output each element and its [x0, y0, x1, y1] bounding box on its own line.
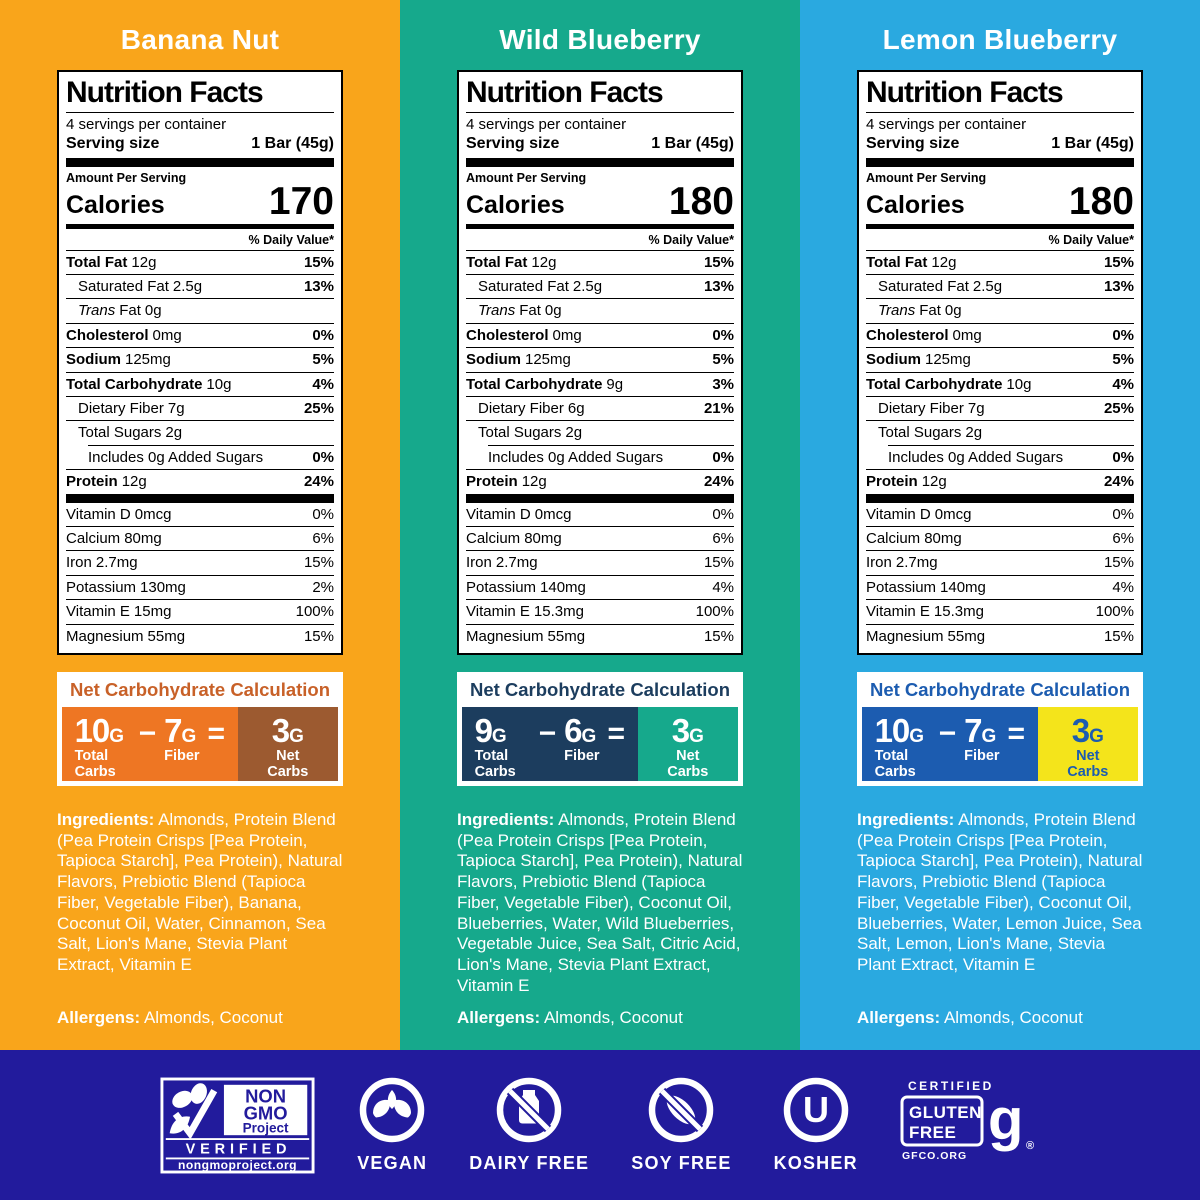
calories-label: Calories — [466, 190, 565, 219]
ingredients — [57, 810, 343, 976]
certified-gluten-free-badge — [900, 1077, 1040, 1173]
gram-unit: G — [109, 725, 125, 747]
flavor-title: Lemon Blueberry — [882, 24, 1118, 55]
nutrient-row — [66, 420, 334, 444]
kosher-badge — [774, 1076, 858, 1174]
soy-free-badge — [631, 1076, 731, 1174]
gluten-free-line1: GLUTEN — [908, 1103, 982, 1122]
nutrient-name: Protein 12g — [866, 473, 947, 491]
nutrient-rows — [866, 251, 1134, 494]
vitamin-row — [466, 503, 734, 526]
allergens-label: Allergens: — [57, 1008, 141, 1027]
gram-unit: G — [981, 725, 997, 747]
nutrient-row — [66, 251, 334, 274]
daily-value: 6% — [312, 529, 334, 547]
total-carbs-stack — [74, 711, 131, 781]
minus-sign: − — [938, 716, 957, 750]
minus-sign: − — [538, 716, 557, 750]
nutrient-name: Saturated Fat 2.5g — [878, 278, 1003, 296]
vitamin-row — [66, 575, 334, 599]
vitamin-row — [866, 526, 1134, 550]
net-carb-calculation-box — [457, 672, 743, 786]
nutrient-name: Iron 2.7mg — [466, 554, 538, 572]
nutrient-name: Calcium 80mg — [866, 529, 962, 547]
calories-value: 170 — [268, 179, 334, 223]
amount-per-serving-label: Amount Per Serving — [66, 170, 187, 185]
ingredients — [857, 810, 1143, 976]
flavor-title: Wild Blueberry — [499, 24, 701, 55]
nutrient-name: Potassium 130mg — [66, 578, 186, 596]
nutrient-row — [466, 396, 734, 420]
daily-value: 4% — [1112, 578, 1134, 596]
net-carb-body — [62, 707, 338, 781]
allergens-label: Allergens: — [857, 1008, 941, 1027]
serving-size-row — [866, 134, 1134, 158]
net-carbs-result — [1038, 707, 1138, 781]
daily-value: 6% — [712, 529, 734, 547]
nutrient-name: Total Carbohydrate 10g — [66, 375, 232, 393]
daily-value: 100% — [295, 603, 334, 621]
footer — [0, 1050, 1200, 1200]
nutrient-row — [866, 396, 1134, 420]
serving-size-row — [66, 134, 334, 158]
calories-value: 180 — [1068, 179, 1134, 223]
nutrient-name: Cholesterol 0mg — [866, 326, 982, 344]
net-carb-equation — [862, 707, 1038, 781]
daily-value: 0% — [712, 326, 734, 344]
gram-unit: G — [181, 725, 197, 747]
nutrient-name: Vitamin D 0mcg — [66, 505, 172, 523]
ingredients-text: Almonds, Protein Blend (Pea Protein Crisps [Pea Protein, Tapioca Starch], Pea Protein), Natural Flavors, Prebiotic Blend (Tapioca Fiber, Vegetable Fiber), Banana, Coconut Oil, Water, Cinnamon, Sea Salt, Lion's Mane, Stevia Plant Extract, Vitamin E — [57, 809, 343, 975]
nutrient-name: Sodium 125mg — [866, 351, 971, 369]
nutrient-name: Vitamin D 0mcg — [466, 505, 572, 523]
vitamin-row — [466, 624, 734, 648]
nutrient-row — [66, 274, 334, 298]
daily-value: 0% — [1112, 505, 1134, 523]
ingredients-text: Almonds, Protein Blend (Pea Protein Crisps [Pea Protein, Tapioca Starch], Pea Protein), Natural Flavors, Prebiotic Blend (Tapioca Fiber, Vegetable Fiber), Coconut Oil, Blueberries, Water, Lemon Juice, Sea Salt, Lemon, Lion's Mane, Stevia Plant Extract, Vitamin E — [857, 809, 1143, 975]
allergens-text: Almonds, Coconut — [543, 1008, 683, 1027]
total-carbs-value: 9G — [474, 711, 507, 749]
equals-sign: = — [607, 716, 626, 750]
daily-value: 24% — [303, 473, 334, 491]
ingredients — [457, 810, 743, 997]
thick-divider — [466, 158, 734, 167]
nutrient-row — [466, 347, 734, 371]
flavor-panel — [800, 0, 1200, 1050]
net-carb-title: Net Carbohydrate Calculation — [869, 678, 1131, 700]
ingredients-label: Ingredients: — [857, 809, 955, 829]
nutrient-row — [466, 372, 734, 396]
fiber-label: Fiber — [964, 747, 1000, 764]
daily-value: 6% — [1112, 529, 1134, 547]
daily-value: 15% — [1103, 627, 1134, 645]
nutrient-name: Total Sugars 2g — [878, 424, 983, 442]
net-carb-body — [462, 707, 738, 781]
nutrient-name: Trans Fat 0g — [478, 302, 562, 320]
nutrient-row — [866, 469, 1134, 493]
vitamin-rows — [866, 503, 1134, 648]
nutrient-name: Sodium 125mg — [66, 351, 171, 369]
nutrient-row — [888, 445, 1134, 469]
nutrient-row — [866, 298, 1134, 322]
nutrient-name: Includes 0g Added Sugars — [88, 448, 264, 466]
fiber-value: 7G — [164, 711, 197, 749]
flavor-panel — [400, 0, 800, 1050]
nutrition-facts-title: Nutrition Facts — [866, 77, 1134, 113]
net-carb-title: Net Carbohydrate Calculation — [69, 678, 331, 700]
servings-per-container: 4 servings per container — [466, 115, 627, 133]
vitamin-row — [866, 503, 1134, 526]
nutrient-name: Calcium 80mg — [466, 529, 562, 547]
dairy-free-badge — [469, 1076, 589, 1174]
nutrient-name: Potassium 140mg — [866, 578, 986, 596]
nutrient-name: Total Sugars 2g — [478, 424, 583, 442]
nutrient-name: Magnesium 55mg — [866, 627, 986, 645]
nutrition-facts-title: Nutrition Facts — [466, 77, 734, 113]
fiber-stack — [964, 711, 1000, 781]
amount-per-serving-label: Amount Per Serving — [466, 170, 587, 185]
vitamin-row — [66, 503, 334, 526]
nutrient-row — [866, 372, 1134, 396]
nutrient-row — [866, 420, 1134, 444]
non-gmo-line1: NON — [245, 1084, 287, 1106]
non-gmo-line2: GMO — [243, 1102, 288, 1124]
total-carbs-value: 10G — [74, 711, 125, 749]
soy-free-icon — [647, 1076, 715, 1144]
nutrient-name: Potassium 140mg — [466, 578, 586, 596]
nutrient-name: Iron 2.7mg — [66, 554, 138, 572]
nutrient-name: Trans Fat 0g — [878, 302, 962, 320]
daily-value: 15% — [303, 253, 334, 271]
nutrient-name: Dietary Fiber 6g — [478, 399, 585, 417]
daily-value: 0% — [312, 326, 334, 344]
thick-divider — [466, 494, 734, 503]
nutrient-name: Dietary Fiber 7g — [78, 399, 185, 417]
net-carb-title: Net Carbohydrate Calculation — [469, 678, 731, 700]
thick-divider — [866, 494, 1134, 503]
nutrient-row — [66, 372, 334, 396]
daily-value: 15% — [703, 554, 734, 572]
allergens-text: Almonds, Coconut — [143, 1008, 283, 1027]
nutrient-name: Protein 12g — [66, 473, 147, 491]
calories-label: Calories — [866, 190, 965, 219]
daily-value: 13% — [303, 278, 334, 296]
thick-divider — [866, 158, 1134, 167]
nutrient-row — [866, 323, 1134, 347]
nutrient-row — [466, 420, 734, 444]
vegan-badge — [357, 1076, 427, 1174]
nutrient-row — [866, 274, 1134, 298]
nutrient-name: Vitamin E 15.3mg — [466, 603, 584, 621]
kosher-u-symbol: U — [802, 1089, 829, 1130]
daily-value: 100% — [695, 603, 734, 621]
allergens-label: Allergens: — [457, 1008, 541, 1027]
net-carbs-value: 3G — [1071, 711, 1104, 749]
fiber-stack — [164, 711, 200, 781]
vitamin-row — [66, 550, 334, 574]
daily-value: 24% — [1103, 473, 1134, 491]
calories-row — [66, 179, 334, 223]
nutrient-row — [488, 445, 734, 469]
net-carbs-label: Net Carbs — [1067, 747, 1109, 780]
equals-sign: = — [1007, 716, 1026, 750]
calories-row — [866, 179, 1134, 223]
daily-value: 4% — [312, 375, 334, 393]
allergens — [457, 1008, 743, 1028]
net-carbs-label: Net Carbs — [267, 747, 309, 780]
calories-row — [466, 179, 734, 223]
gluten-free-certified-text: CERTIFIED — [907, 1079, 994, 1093]
serving-size-label: Serving size — [866, 134, 960, 152]
nutrient-row — [66, 323, 334, 347]
ingredients-label: Ingredients: — [57, 809, 155, 829]
nutrient-name: Vitamin D 0mcg — [866, 505, 972, 523]
daily-value: 13% — [703, 278, 734, 296]
daily-value: 25% — [303, 399, 334, 417]
total-carbs-value: 10G — [874, 711, 925, 749]
serving-size-value: 1 Bar (45g) — [651, 134, 734, 152]
nutrition-facts-label — [57, 70, 343, 655]
calories-value: 180 — [668, 179, 734, 223]
serving-size-label: Serving size — [66, 134, 160, 152]
registered-mark: ® — [1025, 1140, 1034, 1152]
vitamin-row — [866, 599, 1134, 623]
thick-divider — [66, 158, 334, 167]
ingredients-label: Ingredients: — [457, 809, 555, 829]
equals-sign: = — [207, 716, 226, 750]
daily-value: 4% — [1112, 375, 1134, 393]
vitamin-row — [866, 550, 1134, 574]
nutrient-name: Total Sugars 2g — [78, 424, 183, 442]
flavor-title: Banana Nut — [120, 24, 280, 55]
nutrient-row — [466, 298, 734, 322]
daily-value: 25% — [1103, 399, 1134, 417]
daily-value: 100% — [1095, 603, 1134, 621]
nutrient-name: Vitamin E 15.3mg — [866, 603, 984, 621]
ingredients-text: Almonds, Protein Blend (Pea Protein Crisps [Pea Protein, Tapioca Starch], Pea Protein), Natural Flavors, Prebiotic Blend (Tapioca Fiber, Vegetable Fiber), Coconut Oil, Blueberries, Water, Wild Blueberries, Vegetable Juice, Sea Salt, Citric Acid, Lion's Mane, Stevia Plant Extract, Vitamin E — [457, 809, 743, 995]
net-carb-equation — [62, 707, 238, 781]
net-carb-calculation-box — [57, 672, 343, 786]
vitamin-row — [66, 526, 334, 550]
daily-value: 3% — [712, 375, 734, 393]
gram-unit: G — [1089, 725, 1104, 747]
non-gmo-verified-text: VERIFIED — [185, 1141, 292, 1158]
nutrient-name: Total Carbohydrate 9g — [466, 375, 624, 393]
amount-per-serving-label: Amount Per Serving — [866, 170, 987, 185]
serving-size-value: 1 Bar (45g) — [1051, 134, 1134, 152]
nutrition-facts-title: Nutrition Facts — [66, 77, 334, 113]
daily-value: 0% — [712, 448, 734, 466]
nutrient-name: Sodium 125mg — [466, 351, 571, 369]
nutrient-row — [866, 347, 1134, 371]
daily-value: 13% — [1103, 278, 1134, 296]
total-carbs-label: Total Carbs — [874, 747, 916, 780]
nutrient-name: Saturated Fat 2.5g — [78, 278, 203, 296]
nutrient-row — [866, 251, 1134, 274]
dairy-free-icon — [495, 1076, 563, 1144]
daily-value: 0% — [1112, 326, 1134, 344]
fiber-value: 6G — [564, 711, 597, 749]
vitamin-rows — [466, 503, 734, 648]
daily-value: 15% — [703, 253, 734, 271]
nutrient-name: Dietary Fiber 7g — [878, 399, 985, 417]
daily-value: 24% — [703, 473, 734, 491]
vitamin-row — [66, 624, 334, 648]
kosher-icon — [782, 1076, 850, 1144]
vitamin-row — [466, 599, 734, 623]
nutrient-row — [466, 469, 734, 493]
vegan-icon — [358, 1076, 426, 1144]
vitamin-rows — [66, 503, 334, 648]
net-carbs-value: 3G — [271, 711, 304, 749]
nutrient-name: Cholesterol 0mg — [466, 326, 582, 344]
total-carbs-label: Total Carbs — [474, 747, 516, 780]
nutrient-row — [66, 469, 334, 493]
net-carbs-result — [638, 707, 738, 781]
vitamin-row — [866, 624, 1134, 648]
vitamin-row — [866, 575, 1134, 599]
daily-value: 15% — [703, 627, 734, 645]
daily-value-header: % Daily Value* — [866, 229, 1134, 251]
flavor-panel — [0, 0, 400, 1050]
nutrient-name: Includes 0g Added Sugars — [488, 448, 664, 466]
net-carb-body — [862, 707, 1138, 781]
nutrient-name: Protein 12g — [466, 473, 547, 491]
fiber-label: Fiber — [164, 747, 200, 764]
net-carb-equation — [462, 707, 638, 781]
nutrient-name: Total Fat 12g — [466, 253, 557, 271]
gram-unit: G — [289, 725, 304, 747]
fiber-value: 7G — [964, 711, 997, 749]
gfco-org-text: GFCO.ORG — [901, 1150, 967, 1162]
servings-per-container: 4 servings per container — [66, 115, 227, 133]
vitamin-row — [466, 575, 734, 599]
net-carbs-result — [238, 707, 338, 781]
thick-divider — [66, 494, 334, 503]
vitamin-row — [466, 550, 734, 574]
nutrient-name: Cholesterol 0mg — [66, 326, 182, 344]
nutrient-row — [66, 347, 334, 371]
net-carb-calculation-box — [857, 672, 1143, 786]
gram-unit: G — [689, 725, 704, 747]
nutrient-name: Magnesium 55mg — [466, 627, 586, 645]
allergens — [857, 1008, 1143, 1028]
nutrient-row — [88, 445, 334, 469]
nutrient-name: Total Fat 12g — [66, 253, 157, 271]
gram-unit: G — [909, 725, 925, 747]
nutrient-name: Total Fat 12g — [866, 253, 957, 271]
daily-value: 0% — [1112, 448, 1134, 466]
nutrition-facts-label — [857, 70, 1143, 655]
daily-value: 15% — [1103, 554, 1134, 572]
daily-value: 15% — [303, 627, 334, 645]
calories-label: Calories — [66, 190, 165, 219]
servings-per-container: 4 servings per container — [866, 115, 1027, 133]
nutrient-name: Magnesium 55mg — [66, 627, 186, 645]
nutrient-name: Calcium 80mg — [66, 529, 162, 547]
fiber-stack — [564, 711, 600, 781]
daily-value: 5% — [712, 351, 734, 369]
nutrient-name: Saturated Fat 2.5g — [478, 278, 603, 296]
daily-value-header: % Daily Value* — [466, 229, 734, 251]
net-carbs-value: 3G — [671, 711, 704, 749]
nutrient-name: Trans Fat 0g — [78, 302, 162, 320]
allergens — [57, 1008, 343, 1028]
total-carbs-label: Total Carbs — [74, 747, 116, 780]
gram-unit: G — [491, 725, 507, 747]
vitamin-row — [66, 599, 334, 623]
daily-value: 0% — [312, 505, 334, 523]
non-gmo-project-verified-badge — [160, 1077, 315, 1174]
daily-value: 15% — [303, 554, 334, 572]
fiber-label: Fiber — [564, 747, 600, 764]
vegan-label: VEGAN — [357, 1153, 428, 1173]
serving-size-row — [466, 134, 734, 158]
total-carbs-stack — [474, 711, 531, 781]
allergens-text: Almonds, Coconut — [943, 1008, 1083, 1027]
gram-unit: G — [581, 725, 597, 747]
daily-value: 2% — [312, 578, 334, 596]
nutrient-name: Total Carbohydrate 10g — [866, 375, 1032, 393]
daily-value: 0% — [712, 505, 734, 523]
nutrient-row — [466, 251, 734, 274]
non-gmo-line3: Project — [242, 1119, 289, 1135]
daily-value: 5% — [312, 351, 334, 369]
daily-value: 5% — [1112, 351, 1134, 369]
gluten-free-line2: FREE — [908, 1123, 957, 1142]
minus-sign: − — [138, 716, 157, 750]
non-gmo-butterfly-icon — [169, 1080, 214, 1133]
serving-size-label: Serving size — [466, 134, 560, 152]
daily-value-header: % Daily Value* — [66, 229, 334, 251]
net-carbs-label: Net Carbs — [667, 747, 709, 780]
dairy-free-label: DAIRY FREE — [469, 1153, 590, 1173]
soy-free-label: SOY FREE — [631, 1153, 732, 1173]
nutrient-name: Includes 0g Added Sugars — [888, 448, 1064, 466]
nutrient-row — [66, 298, 334, 322]
nutrient-rows — [466, 251, 734, 494]
daily-value: 21% — [703, 399, 734, 417]
gfco-g-icon: g — [987, 1087, 1024, 1152]
daily-value: 4% — [712, 578, 734, 596]
nutrient-name: Vitamin E 15mg — [66, 603, 172, 621]
nutrient-row — [466, 274, 734, 298]
nutrient-rows — [66, 251, 334, 494]
nutrition-facts-label — [457, 70, 743, 655]
daily-value: 15% — [1103, 253, 1134, 271]
nutrient-name: Iron 2.7mg — [866, 554, 938, 572]
nutrient-row — [466, 323, 734, 347]
nutrient-row — [66, 396, 334, 420]
total-carbs-stack — [874, 711, 931, 781]
kosher-label: KOSHER — [773, 1153, 858, 1173]
non-gmo-url: nongmoproject.org — [178, 1157, 298, 1172]
daily-value: 0% — [312, 448, 334, 466]
serving-size-value: 1 Bar (45g) — [251, 134, 334, 152]
vitamin-row — [466, 526, 734, 550]
